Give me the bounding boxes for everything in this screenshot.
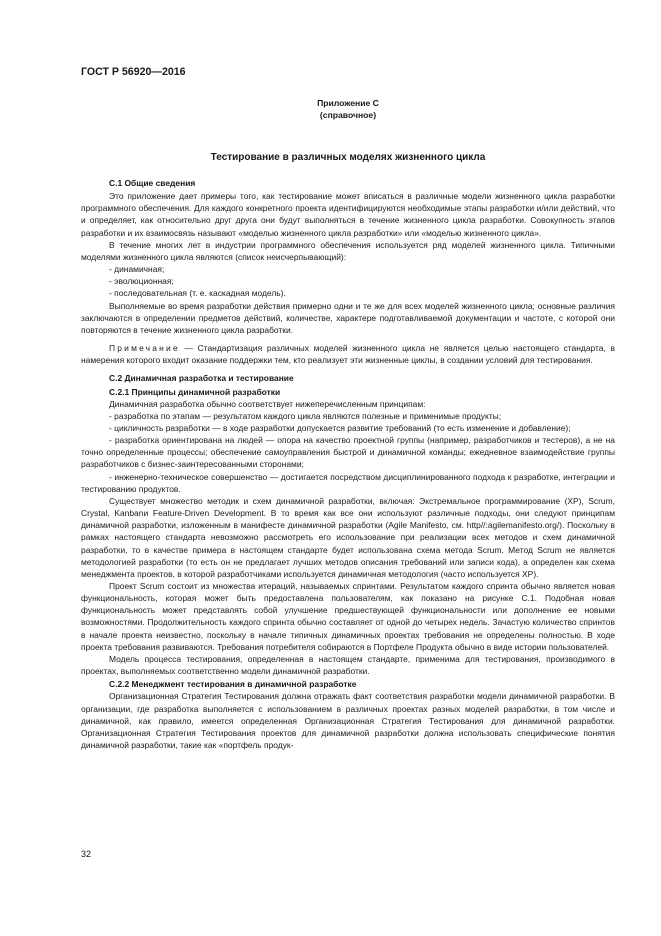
page-title: Тестирование в различных моделях жизненного цикла <box>210 152 486 163</box>
paragraph: Это приложение дает примеры того, как тестирование может вписаться в различные модели жизненного цикла разработки программного обеспечения. Для каждого конкретного проекта идентифицируются необходимые этапы разработки и/или действий, что и определяет, как относительно друг друга они будут выполняться в течение жизненного цикла разработки. Совокупность этапов разработки и их взаимосвязь называют «моделью жизненного цикла разработки» или «моделью жизненного цикла». <box>81 191 615 238</box>
paragraph: Выполняемые во время разработки действия примерно одни и те же для всех моделей жизненного цикла; основные различия заключаются в определении предметов действий, количестве, характере подготавливаемой документации и частоте, с которой они повторяются в течение жизненного цикла разработки. <box>81 300 615 335</box>
subsection-heading-c22: С.2.2 Менеджмент тестирования в динамичной разработке <box>109 679 357 690</box>
note-text: — Стандартизация различных моделей жизненного цикла не является целью настоящего стандарта, в намерения которого входит оказание поддержки тем, кто реализует эти жизненные циклы, в создании условий для тестирования. <box>81 343 615 366</box>
list-item: - динамичная; <box>109 264 165 275</box>
page-number: 32 <box>81 849 92 859</box>
section-heading-c1: С.1 Общие сведения <box>109 178 196 188</box>
paragraph: Существует множество методик и схем динамичной разработки, включая: Экстремальное программирование (ХР), Scrum, Crystal, Kanbanи Feature-Driven Development. В то время как все они используют различные подходы, они следуют принципам динамичной разработки, изложенным в манифесте динамичной разработки (Agile Manifesto, см. http//:agilemanifesto.org/). Поскольку в рамках настоящего стандарта невозможно рассмотреть его использование при реализации всех методов и схем динамичной разработки, то в качестве примера в настоящем стандарте будет использована схема метода Scrum. Метод Scrum не является методологией разработки (то есть он не предлагает лучших методов описания требований или записи кода), а определен как схема менеджмента проектов, в которой разработчиками используется динамичная методология (часто используется ХР). <box>81 495 615 579</box>
list-item: - последовательная (т. е. каскадная модель). <box>109 288 286 299</box>
annex-type: (справочное) <box>319 110 377 120</box>
document-page <box>81 66 615 751</box>
paragraph: Динамичная разработка обычно соответствует нижеперечисленным принципам: <box>109 398 426 409</box>
list-item: - разработка ориентирована на людей — опора на качество проектной группы (например, разработчиков и тестеров), а не на точно определенные процессы; обеспечение самоуправления быстрой и динамичной команды; ежедневное взаимодействие группы разработчиков с бизнес-заинтересованными сторонами; <box>81 435 615 470</box>
section-heading-c2: С.2 Динамичная разработка и тестирование <box>109 373 294 384</box>
list-item: - цикличность разработки — в ходе разработки допускается развитие требований (то есть изменение и добавление); <box>109 422 571 433</box>
subsection-heading-c21: С.2.1 Принципы динамичной разработки <box>109 386 281 397</box>
paragraph: В течение многих лет в индустрии программного обеспечения используется ряд моделей жизненного цикла. Типичными моделями жизненного цикла являются (список неисчерпывающий): <box>81 239 615 262</box>
note <box>81 342 615 366</box>
paragraph: Проект Scrum состоит из множества итераций, называемых спринтами. Результатом каждого спринта обычно является новая функциональность, которая может быть предоставлена пользователям, как показано на рисунке С.1. Подобная новая функциональность может представлять собой улучшение предшествующей функциональности или дополнение ее новыми возможностями. Продолжительность каждого спринта обычно составляет от одной до четырех недель. Зачастую количество спринтов в начале проекта неизвестно, поскольку в начале типичных динамичных проектах требования не определены полностью. В ходе проекта требования развиваются. Требования потребителя собираются в Портфеле Продукта обычно в виде истории пользователей. <box>81 581 615 652</box>
paragraph: Модель процесса тестирования, определенная в настоящем стандарте, применима для тестирования, производимого в проектах, выполняемых соответственно модели динамичной разработки. <box>81 653 615 677</box>
list-item: - эволюционная; <box>109 276 174 287</box>
document-code: ГОСТ Р 56920—2016 <box>81 66 186 78</box>
note-label: Примечание <box>109 343 180 354</box>
list-item: - разработка по этапам — результатом каждого цикла являются полезные и применимые продукты; <box>109 410 502 421</box>
list-item: - инженерно-техническое совершенство — достигается посредством дисциплинированного подхода к разработке, интеграции и тестированию продуктов. <box>81 471 615 494</box>
paragraph: Организационная Стратегия Тестирования должна отражать факт соответствия разработки модели динамичной разработки. В организации, где разработка выполняется с использованием в различных проектах разных моделей разработки, в том числе и динамичной, как правило, имеется определенная Организационная Стратегия Тестирования для динамичной разработки. Организационная Стратегия Тестирования проектов для динамичной разработки должна использовать специфические понятия динамичной разработки, такие как «портфель продук- <box>81 691 615 751</box>
annex-label: Приложение С <box>317 98 379 108</box>
